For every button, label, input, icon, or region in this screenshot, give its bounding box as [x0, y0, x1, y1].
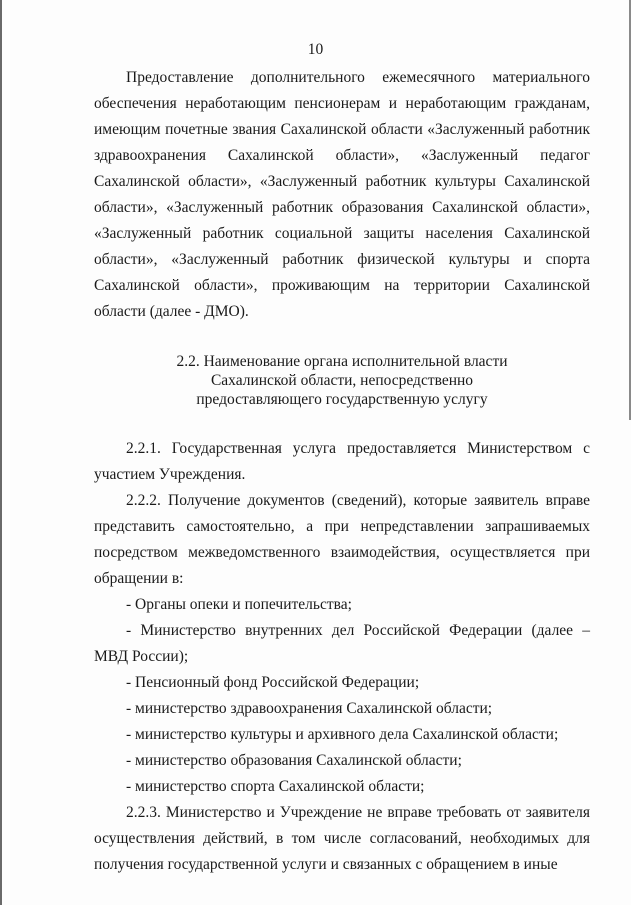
list-item: - министерство здравоохранения Сахалинской области; [126, 700, 493, 717]
section-heading-line: предоставляющего государственную услугу [196, 391, 488, 408]
page-number: 10 [307, 41, 324, 58]
list-item: - Пенсионный фонд Российской Федерации; [126, 674, 420, 691]
scan-edge-left [0, 0, 2, 905]
paragraph-2-2-3: 2.2.3. Министерство и Учреждение не вправе требовать от заявителя осуществления действий, в том числе согласований, необходимых для получения государственной услуги и связанных с обращением в иные [94, 804, 590, 873]
paragraph-2-2-2: 2.2.2. Получение документов (сведений), которые заявитель вправе представить самостоятельно, а при непредставлении запрашиваемых посредством межведомственного взаимодействия, осуществляется при обращении в: [94, 492, 590, 587]
list-item: - министерство спорта Сахалинской области; [126, 778, 425, 795]
section-heading-line: Сахалинской области, непосредственно [210, 372, 474, 389]
list-item: - министерство образования Сахалинской области; [126, 752, 462, 769]
intro-paragraph: Предоставление дополнительного ежемесячного материального обеспечения неработающим пенсионерам и неработающим гражданам, имеющим почетные звания Сахалинской области «Заслуженный работник здравоохранения Сахалинской области», «Заслуженный педагог Сахалинской области», «Заслуженный работник культуры Сахалинской области», «Заслуженный работник образования Сахалинской области», «Заслуженный работник социальной защиты населения Сахалинской области», «Заслуженный работник физической культуры и спорта Сахалинской области», проживающим на территории Сахалинской области (далее - ДМО). [94, 69, 590, 320]
list-item: - министерство культуры и архивного дела Сахалинской области; [126, 726, 559, 743]
list-item: - Органы опеки и попечительства; [126, 596, 352, 613]
section-heading [94, 352, 590, 409]
paragraph-2-2-1: 2.2.1. Государственная услуга предоставляется Министерством с участием Учреждения. [94, 440, 590, 483]
section-heading-line: 2.2. Наименование органа исполнительной власти [176, 353, 508, 370]
document-body [94, 65, 590, 878]
list-item: - Министерство внутренних дел Российской Федерации (далее – МВД России); [94, 622, 590, 665]
